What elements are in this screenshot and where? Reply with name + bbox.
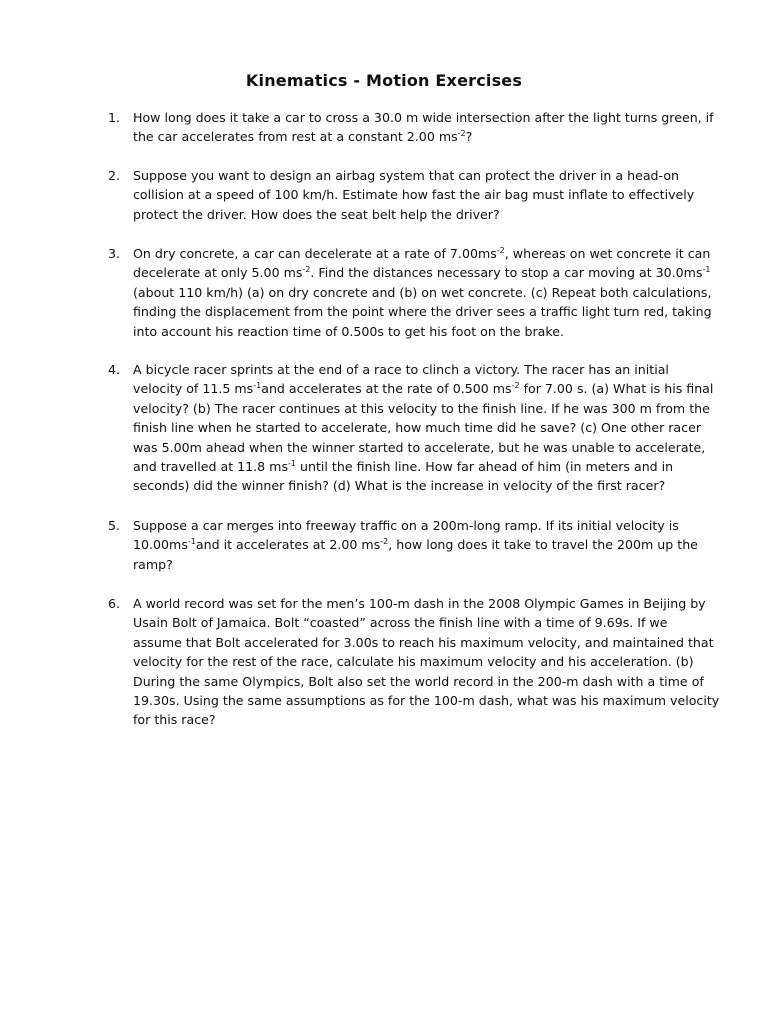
unit-exponent: -2 [511,381,520,391]
exercise-item [108,244,720,341]
unit-exponent: -1 [187,537,196,547]
unit-exponent: -2 [457,129,466,139]
page-title: Kinematics - Motion Exercises [245,71,523,90]
exercise-number: 1. [108,110,121,125]
exercise-text-run: and accelerates at the rate of 0.500 ms [261,381,512,397]
exercise-text-run: How long does it take a car to cross a 30.0 m wide intersection after the light turns green, if the car accelerates from rest at a constant 2.00 ms [133,110,714,145]
exercise-item [108,108,720,147]
exercise-text [133,166,720,224]
unit-exponent: -2 [496,245,505,255]
unit-exponent: -1 [288,458,296,468]
exercise-text-run: A bicycle racer sprints at the end of a race to clinch a victory. The racer has an initial velocity of 11.5 ms [133,362,669,397]
unit-exponent: -2 [302,265,311,275]
exercise-item [108,360,720,496]
exercise-text [133,360,720,496]
exercise-number: 6. [108,596,121,611]
unit-exponent: -1 [253,381,262,391]
exercise-text-run: . Find the distances necessary to stop a car moving at 30.0ms [310,265,703,281]
exercise-text [133,594,720,730]
exercise-item [108,166,720,224]
exercise-text-run: On dry concrete, a car can decelerate at a rate of 7.00ms [133,246,497,261]
exercise-text-run: until the finish line. How far ahead of him (in meters and in seconds) did the winner finish? (d) What is the increase in velocity of the first racer? [133,459,674,494]
exercise-text-run: A world record was set for the men’s 100-m dash in the 2008 Olympic Games in Beijing by Usain Bolt of Jamaica. Bolt “coasted” across the finish line with a time of 9.69s. If we assume that Bolt accelerated for 3.00s to reach his maximum velocity, and maintained that velocity for the rest of the race, calculate his maximum velocity and his acceleration. (b) During the same Olympics, Bolt also set the world record in the 200-m dash with a time of 19.30s. Using the same assumptions as for the 100-m dash, what was his maximum velocity for this race? [133,596,720,728]
exercise-number: 5. [108,518,121,533]
exercise-text [133,244,720,341]
exercise-text-run: , how long does it take to travel the 200m up the ramp? [133,537,698,572]
exercise-item [108,516,720,574]
exercise-text-run: , whereas on wet concrete it can decelerate at only 5.00 ms [133,246,711,281]
exercise-number: 4. [108,362,121,377]
exercise-text-run: ? [465,129,473,145]
exercise-text-run: (about 110 km/h) (a) on dry concrete and (b) on wet concrete. (c) Repeat both calculations, finding the displacement from the point where the driver sees a traffic light turn red, taking into account his reaction time of 0.500s to get his foot on the brake. [133,284,712,339]
exercise-item [108,594,720,730]
exercise-text [133,108,720,147]
exercise-text-run: Suppose you want to design an airbag system that can protect the driver in a head-on collision at a speed of 100 km/h. Estimate how fast the air bag must inflate to effectively protect the driver. How does the seat belt help the driver? [133,168,695,222]
exercise-text-run: Suppose a car merges into freeway traffic on a 200m-long ramp. If its initial velocity is 10.00ms [133,518,679,553]
unit-exponent: -2 [380,537,389,547]
unit-exponent: -1 [702,265,711,275]
exercise-text-run: for 7.00 s. (a) What is his final velocity? (b) The racer continues at this velocity to the finish line. If he was 300 m from the finish line when he started to accelerate, how much time did he save? (c) One other racer was 5.00m ahead when the winner started to accelerate, but he was unable to accelerate, and travelled at 11.8 ms [133,381,714,475]
exercise-text-run: and it accelerates at 2.00 ms [195,537,381,553]
exercise-number: 2. [108,168,121,183]
exercise-number: 3. [108,246,121,261]
exercise-text [133,516,720,574]
